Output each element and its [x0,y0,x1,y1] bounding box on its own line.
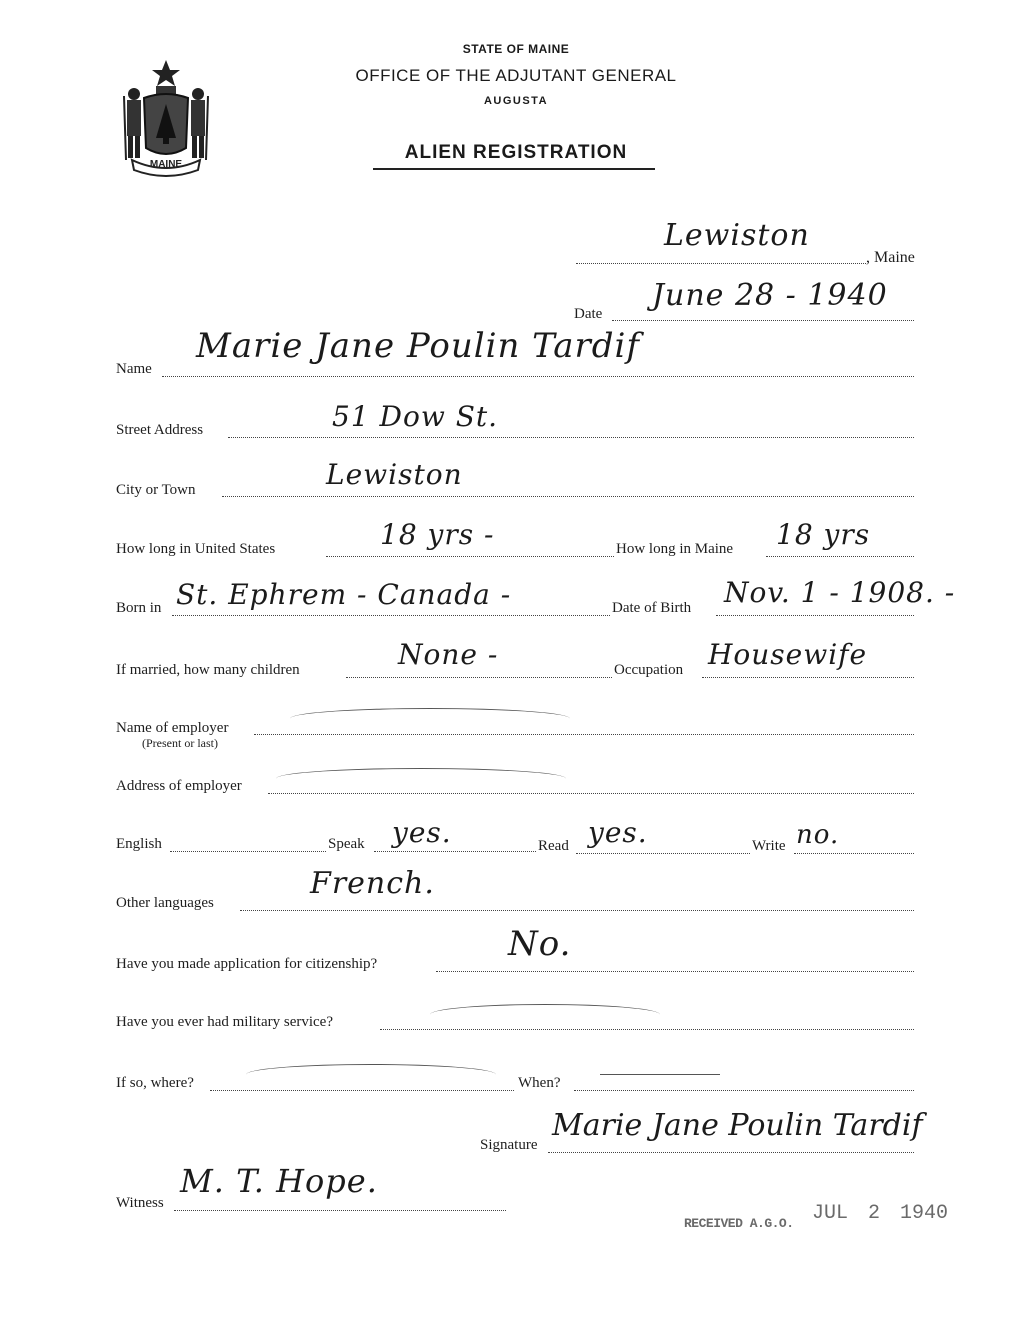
stamp-date: JUL 2 1940 [812,1202,949,1225]
street-label: Street Address [116,422,204,438]
when-label: When? [518,1075,561,1091]
speak-value: yes. [392,816,452,849]
military-line [380,1029,914,1030]
children-label: If married, how many children [116,662,300,678]
signature-line [548,1152,914,1153]
employer-address-label: Address of employer [116,778,242,794]
citizenship-value: No. [508,924,572,964]
dob-label: Date of Birth [612,600,692,616]
read-label: Read [538,838,569,854]
where-dash [246,1064,496,1085]
city-value: Lewiston [326,458,463,491]
name-label: Name [116,361,152,377]
write-label: Write [752,838,786,854]
occupation-line [702,677,914,678]
children-value: None - [398,638,499,671]
born-label: Born in [116,600,162,616]
stamp-text: RECEIVED A.G.O. [684,1216,794,1231]
street-value: 51 Dow St. [332,400,499,433]
us-time-value: 18 yrs - [380,518,495,551]
witness-value: M. T. Hope. [180,1162,378,1200]
state-seal [112,56,220,180]
place-line [576,263,866,264]
city-label: City or Town [116,482,196,498]
header-city: AUGUSTA [483,95,549,107]
us-time-label: How long in United States [116,541,276,557]
street-line [228,437,914,438]
other-languages-value: French. [310,866,435,901]
citizenship-label: Have you made application for citizenship? [116,956,378,972]
where-label: If so, where? [116,1075,194,1091]
employer-dash [290,708,570,729]
when-line [574,1090,914,1091]
header-state: STATE OF MAINE [462,42,570,56]
other-languages-line [240,910,914,911]
write-value: no. [796,820,840,850]
military-label: Have you ever had military service? [116,1014,333,1030]
speak-line [374,851,536,852]
employer-line [254,734,914,735]
employer-label: Name of employer [116,720,229,736]
read-line [576,853,750,854]
title-underline [373,168,655,170]
english-label: English [116,836,162,852]
me-time-label: How long in Maine [616,541,734,557]
where-line [210,1090,514,1091]
speak-label: Speak [328,836,365,852]
name-line [162,376,914,377]
me-time-line [766,556,914,557]
date-label: Date [574,306,603,322]
us-time-line [326,556,614,557]
name-value: Marie Jane Poulin Tardif [196,326,640,366]
military-dash [430,1004,660,1025]
witness-line [174,1210,506,1211]
seal-text: MAINE [149,159,183,170]
employer-address-dash [276,768,566,789]
employer-sublabel: (Present or last) [142,736,218,750]
citizenship-line [436,971,914,972]
place-suffix: , Maine [866,249,915,266]
write-line [794,853,914,854]
form-title: ALIEN REGISTRATION [404,142,628,163]
children-line [346,677,612,678]
english-line [170,851,326,852]
read-value: yes. [588,816,648,849]
header-office: OFFICE OF THE ADJUTANT GENERAL [355,66,677,85]
dob-value: Nov. 1 - 1908. - [724,576,956,609]
occupation-label: Occupation [614,662,684,678]
date-line [612,320,914,321]
witness-label: Witness [116,1195,164,1211]
received-stamp [684,1202,949,1242]
signature-value: Marie Jane Poulin Tardif [552,1108,923,1143]
date-value: June 28 - 1940 [652,278,888,313]
born-line [172,615,610,616]
place-value: Lewiston [664,218,810,253]
other-languages-label: Other languages [116,895,214,911]
when-dash [600,1074,720,1075]
occupation-value: Housewife [708,638,868,671]
city-line [222,496,914,497]
me-time-value: 18 yrs [776,518,871,551]
employer-address-line [268,793,914,794]
signature-label: Signature [480,1137,538,1153]
born-value: St. Ephrem - Canada - [176,578,512,611]
dob-line [716,615,914,616]
